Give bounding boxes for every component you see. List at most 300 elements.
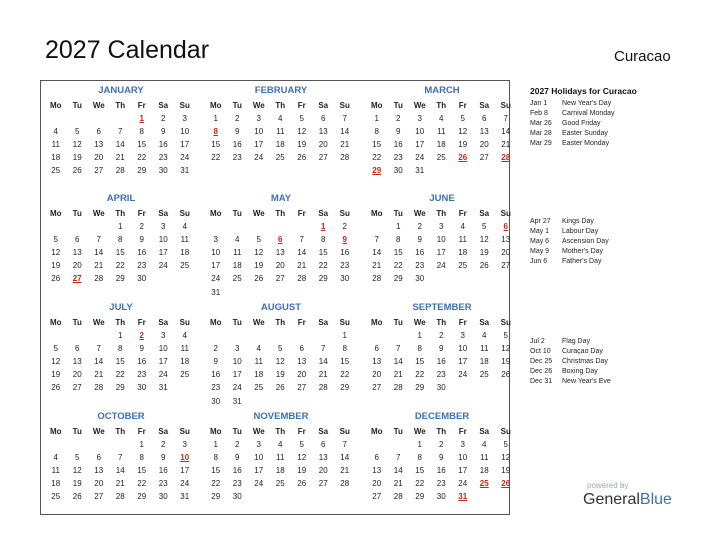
weekday-header: Mo xyxy=(370,318,383,327)
day-cell: 22 xyxy=(393,261,403,271)
day-cell: 14 xyxy=(115,140,125,150)
day-cell: 2 xyxy=(342,222,347,231)
day-cell: 6 xyxy=(321,440,326,449)
day-cell: 28 xyxy=(94,274,104,284)
weekday-header: We xyxy=(252,318,265,327)
day-cell: 2 xyxy=(235,440,240,449)
day-cell: 4 xyxy=(53,453,58,463)
weekday-header: Tu xyxy=(232,427,242,436)
weekday-header: Sa xyxy=(158,318,169,327)
weekday-header: We xyxy=(413,427,426,436)
holiday-day-cell: 29 xyxy=(372,166,382,176)
day-cell: 1 xyxy=(213,114,218,123)
day-cell: 17 xyxy=(180,140,190,150)
month-name: JULY xyxy=(109,302,133,313)
weekday-header: Th xyxy=(115,101,126,110)
day-cell: 14 xyxy=(94,248,104,258)
holiday-date: Jun 6 xyxy=(530,258,548,265)
day-cell: 3 xyxy=(161,331,166,340)
weekday-header: Su xyxy=(179,427,190,436)
weekday-header: Th xyxy=(275,209,286,218)
day-cell: 24 xyxy=(458,370,468,380)
weekday-header: Fr xyxy=(137,101,146,110)
day-cell: 4 xyxy=(53,127,58,137)
day-cell: 19 xyxy=(297,140,307,150)
holiday-date: Apr 27 xyxy=(530,218,551,225)
day-cell: 5 xyxy=(503,440,508,449)
day-cell: 21 xyxy=(115,479,125,489)
day-cell: 2 xyxy=(139,222,144,231)
holiday-item xyxy=(530,248,603,255)
holiday-item xyxy=(530,348,603,355)
day-cell: 9 xyxy=(139,235,144,245)
day-cell: 15 xyxy=(318,248,328,258)
day-cell: 25 xyxy=(479,370,489,380)
day-cell: 22 xyxy=(211,153,221,163)
day-cell: 23 xyxy=(137,261,147,271)
weekday-header: Tu xyxy=(72,209,82,218)
day-cell: 20 xyxy=(72,370,82,380)
holiday-item xyxy=(530,228,598,235)
day-cell: 29 xyxy=(340,383,350,393)
day-cell: 4 xyxy=(482,440,487,449)
day-cell: 12 xyxy=(72,140,82,150)
day-cell: 28 xyxy=(372,274,382,284)
day-cell: 9 xyxy=(396,127,401,137)
holiday-day-cell: 31 xyxy=(458,492,468,502)
day-cell: 14 xyxy=(340,453,350,463)
day-cell: 23 xyxy=(158,153,168,163)
holiday-name: Father's Day xyxy=(562,258,602,265)
holiday-name: Boxing Day xyxy=(562,368,598,375)
month-name: DECEMBER xyxy=(414,411,470,422)
day-cell: 9 xyxy=(161,127,166,137)
day-cell: 4 xyxy=(182,331,187,340)
weekday-header: Su xyxy=(500,318,511,327)
weekday-header: Fr xyxy=(297,427,306,436)
month-name: MAY xyxy=(270,193,292,204)
day-cell: 29 xyxy=(115,274,125,284)
day-cell: 15 xyxy=(372,140,382,150)
day-cell: 5 xyxy=(75,127,80,137)
day-cell: 3 xyxy=(182,114,187,123)
day-cell: 15 xyxy=(415,357,425,367)
weekday-header: Tu xyxy=(393,209,403,218)
day-cell: 2 xyxy=(396,114,401,123)
weekday-header: Mo xyxy=(209,209,222,218)
day-cell: 17 xyxy=(415,140,425,150)
month-name: AUGUST xyxy=(260,302,302,313)
weekday-header: Mo xyxy=(49,318,62,327)
day-cell: 9 xyxy=(139,344,144,354)
weekday-header: We xyxy=(252,101,265,110)
day-cell: 13 xyxy=(297,357,307,367)
weekday-header: Su xyxy=(339,209,350,218)
day-cell: 5 xyxy=(482,222,487,231)
day-cell: 19 xyxy=(501,466,511,476)
day-cell: 24 xyxy=(254,479,264,489)
day-cell: 20 xyxy=(501,248,511,258)
day-cell: 6 xyxy=(96,453,101,463)
day-cell: 11 xyxy=(480,453,489,463)
day-cell: 25 xyxy=(180,370,190,380)
weekday-header: We xyxy=(92,318,105,327)
day-cell: 6 xyxy=(75,344,80,354)
day-cell: 17 xyxy=(158,357,168,367)
weekday-header: We xyxy=(252,209,265,218)
day-cell: 17 xyxy=(254,140,264,150)
day-cell: 20 xyxy=(94,153,104,163)
day-cell: 22 xyxy=(137,479,147,489)
holiday-date: Dec 31 xyxy=(530,378,553,385)
day-cell: 30 xyxy=(158,166,168,176)
weekday-header: Su xyxy=(339,427,350,436)
day-cell: 4 xyxy=(256,344,261,354)
day-cell: 8 xyxy=(396,235,401,245)
day-cell: 30 xyxy=(158,492,168,502)
day-cell: 28 xyxy=(393,492,403,502)
weekday-header: Sa xyxy=(479,318,490,327)
day-cell: 26 xyxy=(501,370,511,380)
holiday-day-cell: 6 xyxy=(503,222,508,231)
month-name: FEBRUARY xyxy=(254,85,308,96)
day-cell: 30 xyxy=(436,492,446,502)
day-cell: 17 xyxy=(158,248,168,258)
day-cell: 10 xyxy=(232,357,242,367)
day-cell: 3 xyxy=(439,222,444,231)
day-cell: 16 xyxy=(158,466,168,476)
day-cell: 5 xyxy=(460,114,465,123)
day-cell: 3 xyxy=(417,114,422,123)
weekday-header: Su xyxy=(179,318,190,327)
day-cell: 21 xyxy=(393,370,403,380)
holiday-date: Feb 8 xyxy=(530,110,548,117)
day-cell: 18 xyxy=(51,479,61,489)
month-name: OCTOBER xyxy=(97,411,145,422)
day-cell: 7 xyxy=(96,344,101,354)
day-cell: 26 xyxy=(254,274,264,284)
weekday-header: Tu xyxy=(72,427,82,436)
day-cell: 8 xyxy=(374,127,379,137)
holiday-date: Mar 26 xyxy=(530,120,552,127)
day-cell: 7 xyxy=(96,235,101,245)
brand-logo[interactable] xyxy=(583,491,672,509)
day-cell: 22 xyxy=(372,153,382,163)
weekday-header: Tu xyxy=(72,318,82,327)
weekday-header: Mo xyxy=(209,101,222,110)
day-cell: 14 xyxy=(372,248,382,258)
weekday-header: Fr xyxy=(137,209,146,218)
day-cell: 26 xyxy=(297,153,307,163)
day-cell: 29 xyxy=(415,383,425,393)
day-cell: 5 xyxy=(53,235,58,245)
day-cell: 23 xyxy=(393,153,403,163)
day-cell: 16 xyxy=(393,140,403,150)
day-cell: 10 xyxy=(180,127,190,137)
day-cell: 27 xyxy=(501,261,511,271)
day-cell: 14 xyxy=(340,127,350,137)
day-cell: 6 xyxy=(374,453,379,463)
brand-general: General xyxy=(583,491,640,508)
day-cell: 5 xyxy=(256,235,261,245)
month-name: JANUARY xyxy=(98,85,144,96)
day-cell: 16 xyxy=(211,370,221,380)
day-cell: 6 xyxy=(482,114,487,123)
day-cell: 7 xyxy=(396,344,401,354)
day-cell: 9 xyxy=(213,357,218,367)
day-cell: 12 xyxy=(72,466,82,476)
day-cell: 24 xyxy=(211,274,221,284)
day-cell: 18 xyxy=(436,140,446,150)
day-cell: 17 xyxy=(232,370,242,380)
day-cell: 21 xyxy=(501,140,511,150)
day-cell: 12 xyxy=(501,344,511,354)
day-cell: 5 xyxy=(299,440,304,449)
day-cell: 5 xyxy=(75,453,80,463)
day-cell: 8 xyxy=(417,344,422,354)
powered-by-text: powered by xyxy=(587,481,629,490)
day-cell: 20 xyxy=(372,370,382,380)
day-cell: 3 xyxy=(235,344,240,354)
month-name: APRIL xyxy=(106,193,136,204)
day-cell: 18 xyxy=(232,261,242,271)
day-cell: 29 xyxy=(415,492,425,502)
day-cell: 8 xyxy=(118,235,123,245)
day-cell: 22 xyxy=(211,479,221,489)
day-cell: 6 xyxy=(299,344,304,354)
day-cell: 9 xyxy=(161,453,166,463)
day-cell: 16 xyxy=(436,357,446,367)
weekday-header: Th xyxy=(275,427,286,436)
day-cell: 1 xyxy=(342,331,347,340)
day-cell: 8 xyxy=(139,127,144,137)
day-cell: 22 xyxy=(137,153,147,163)
weekday-header: Sa xyxy=(318,427,329,436)
day-cell: 8 xyxy=(213,453,218,463)
day-cell: 18 xyxy=(254,370,264,380)
day-cell: 16 xyxy=(436,466,446,476)
day-cell: 3 xyxy=(182,440,187,449)
day-cell: 21 xyxy=(340,140,350,150)
holiday-name: Flag Day xyxy=(562,338,591,345)
page-title: 2027 Calendar xyxy=(45,36,210,64)
day-cell: 13 xyxy=(318,127,328,137)
day-cell: 27 xyxy=(297,383,307,393)
day-cell: 13 xyxy=(94,466,104,476)
day-cell: 10 xyxy=(415,127,425,137)
day-cell: 21 xyxy=(393,479,403,489)
holiday-name: Christmas Day xyxy=(562,358,608,365)
day-cell: 17 xyxy=(254,466,264,476)
weekday-header: Tu xyxy=(393,427,403,436)
weekday-header: Mo xyxy=(209,318,222,327)
weekday-header: Th xyxy=(436,427,447,436)
day-cell: 28 xyxy=(340,153,350,163)
day-cell: 6 xyxy=(96,127,101,137)
weekday-header: Th xyxy=(436,101,447,110)
day-cell: 3 xyxy=(256,114,261,123)
holiday-date: Jan 1 xyxy=(530,100,548,107)
holiday-item xyxy=(530,120,601,127)
day-cell: 22 xyxy=(115,370,125,380)
day-cell: 15 xyxy=(211,140,221,150)
day-cell: 18 xyxy=(275,140,285,150)
day-cell: 13 xyxy=(479,127,489,137)
day-cell: 18 xyxy=(275,466,285,476)
weekday-header: We xyxy=(413,318,426,327)
day-cell: 5 xyxy=(53,344,58,354)
day-cell: 5 xyxy=(299,114,304,123)
weekday-header: Sa xyxy=(479,101,490,110)
month-name: JUNE xyxy=(429,193,455,204)
weekday-header: Tu xyxy=(232,318,242,327)
day-cell: 2 xyxy=(161,440,166,449)
day-cell: 28 xyxy=(340,479,350,489)
day-cell: 27 xyxy=(479,153,489,163)
holiday-name: Easter Monday xyxy=(562,140,610,147)
day-cell: 9 xyxy=(235,453,240,463)
day-cell: 19 xyxy=(458,140,468,150)
weekday-header: We xyxy=(413,101,426,110)
holiday-day-cell: 8 xyxy=(213,127,218,137)
day-cell: 15 xyxy=(115,248,125,258)
weekday-header: Sa xyxy=(318,209,329,218)
day-cell: 29 xyxy=(318,274,328,284)
day-cell: 16 xyxy=(137,357,147,367)
day-cell: 15 xyxy=(137,140,147,150)
weekday-header: We xyxy=(413,209,426,218)
weekday-header: Sa xyxy=(158,427,169,436)
day-cell: 21 xyxy=(297,261,307,271)
day-cell: 14 xyxy=(297,248,307,258)
day-cell: 11 xyxy=(180,344,189,354)
day-cell: 15 xyxy=(393,248,403,258)
day-cell: 14 xyxy=(94,357,104,367)
day-cell: 3 xyxy=(213,235,218,245)
weekday-header: Fr xyxy=(458,427,467,436)
holiday-day-cell: 26 xyxy=(458,153,468,163)
day-cell: 17 xyxy=(211,261,221,271)
weekday-header: Tu xyxy=(393,101,403,110)
day-cell: 13 xyxy=(94,140,104,150)
day-cell: 12 xyxy=(458,127,468,137)
weekday-header: Mo xyxy=(370,427,383,436)
month-name: SEPTEMBER xyxy=(412,302,472,313)
day-cell: 15 xyxy=(115,357,125,367)
holiday-item xyxy=(530,130,608,137)
day-cell: 5 xyxy=(278,344,283,354)
day-cell: 31 xyxy=(232,396,242,406)
holiday-name: Ascension Day xyxy=(562,238,609,245)
day-cell: 20 xyxy=(94,479,104,489)
day-cell: 7 xyxy=(118,453,123,463)
holiday-date: Dec 26 xyxy=(530,368,553,375)
day-cell: 1 xyxy=(374,114,379,123)
day-cell: 8 xyxy=(139,453,144,463)
day-cell: 11 xyxy=(480,344,489,354)
weekday-header: Su xyxy=(179,101,190,110)
day-cell: 23 xyxy=(232,153,242,163)
day-cell: 6 xyxy=(75,235,80,245)
weekday-header: Fr xyxy=(458,318,467,327)
day-cell: 25 xyxy=(275,479,285,489)
day-cell: 2 xyxy=(213,344,218,354)
day-cell: 15 xyxy=(137,466,147,476)
day-cell: 13 xyxy=(72,357,82,367)
day-cell: 9 xyxy=(417,235,422,245)
day-cell: 24 xyxy=(158,261,168,271)
day-cell: 18 xyxy=(51,153,61,163)
weekday-header: Sa xyxy=(158,209,169,218)
brand-blue: Blue xyxy=(639,491,672,508)
weekday-header: Mo xyxy=(370,209,383,218)
holiday-date: May 6 xyxy=(530,238,550,245)
weekday-header: Th xyxy=(115,318,126,327)
weekday-header: Mo xyxy=(49,101,62,110)
day-cell: 22 xyxy=(115,261,125,271)
weekday-header: Su xyxy=(500,101,511,110)
day-cell: 4 xyxy=(182,222,187,231)
day-cell: 27 xyxy=(94,166,104,176)
day-cell: 13 xyxy=(372,466,382,476)
weekday-header: Tu xyxy=(232,101,242,110)
day-cell: 4 xyxy=(278,440,283,449)
day-cell: 20 xyxy=(275,261,285,271)
day-cell: 30 xyxy=(415,274,425,284)
day-cell: 16 xyxy=(137,248,147,258)
weekday-header: Mo xyxy=(49,209,62,218)
day-cell: 10 xyxy=(436,235,446,245)
weekday-header: Sa xyxy=(158,101,169,110)
holiday-date: Mar 28 xyxy=(530,130,552,137)
day-cell: 31 xyxy=(180,166,190,176)
day-cell: 14 xyxy=(393,466,403,476)
holiday-item xyxy=(530,258,601,265)
holiday-name: Labour Day xyxy=(562,228,599,235)
day-cell: 20 xyxy=(372,479,382,489)
day-cell: 7 xyxy=(374,235,379,245)
weekday-header: Th xyxy=(115,427,126,436)
holiday-day-cell: 1 xyxy=(139,114,144,123)
weekday-header: Sa xyxy=(318,318,329,327)
day-cell: 18 xyxy=(479,357,489,367)
day-cell: 11 xyxy=(233,248,242,258)
day-cell: 2 xyxy=(161,114,166,123)
day-cell: 23 xyxy=(436,370,446,380)
holiday-item xyxy=(530,338,590,345)
day-cell: 9 xyxy=(439,344,444,354)
weekday-header: Su xyxy=(339,318,350,327)
day-cell: 30 xyxy=(436,383,446,393)
day-cell: 28 xyxy=(115,166,125,176)
day-cell: 7 xyxy=(299,235,304,245)
weekday-header: We xyxy=(252,427,265,436)
holiday-item xyxy=(530,368,598,375)
day-cell: 13 xyxy=(501,235,511,245)
day-cell: 27 xyxy=(94,492,104,502)
holiday-name: Easter Sunday xyxy=(562,130,608,137)
day-cell: 6 xyxy=(321,114,326,123)
holiday-item xyxy=(530,218,594,225)
day-cell: 4 xyxy=(460,222,465,231)
holiday-name: Curaçao Day xyxy=(562,348,603,355)
day-cell: 22 xyxy=(318,261,328,271)
day-cell: 24 xyxy=(415,153,425,163)
day-cell: 7 xyxy=(503,114,508,123)
day-cell: 15 xyxy=(211,466,221,476)
weekday-header: Fr xyxy=(137,318,146,327)
day-cell: 15 xyxy=(340,357,350,367)
